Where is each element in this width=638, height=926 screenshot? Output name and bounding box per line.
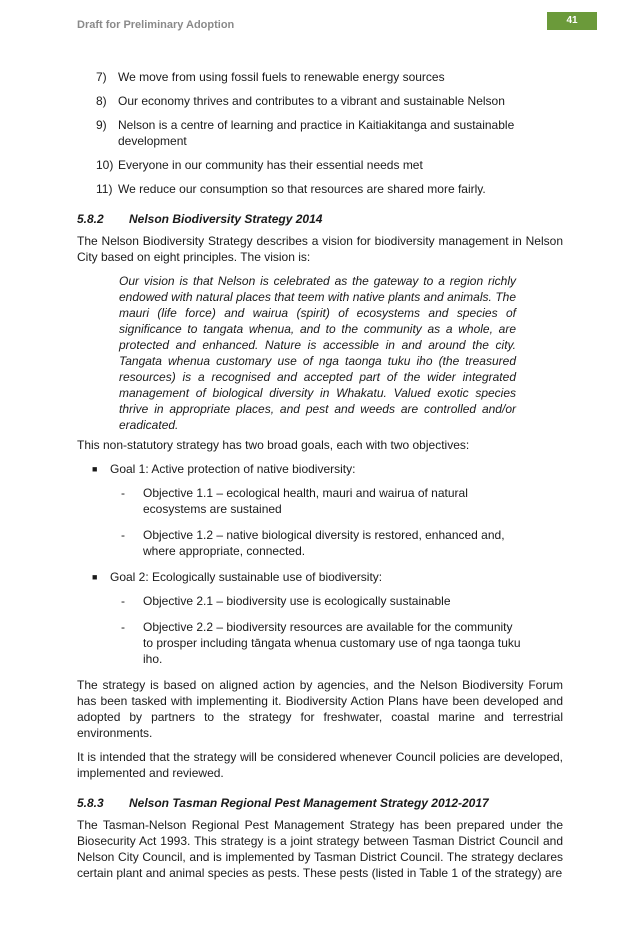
square-bullet-icon: ■ xyxy=(92,464,98,474)
body-paragraph: The Tasman-Nelson Regional Pest Management Strategy has been prepared under the Biosecurity Act 1993. This strategy is a joint strategy between Tasman District Council and Nelson City Council, and is implemented by Tasman District Council. The strategy declares certain plant and animal species as pests. These pests (listed in Table 1 of the strategy) are xyxy=(77,818,563,880)
page-content xyxy=(77,69,563,889)
page-number-badge: 41 xyxy=(547,12,597,30)
list-item: 9) Nelson is a centre of learning and practice in Kaitiakitanga and sustainable development xyxy=(96,118,515,148)
list-item: 8) Our economy thrives and contributes to a vibrant and sustainable Nelson xyxy=(96,94,505,108)
list-item: 10) Everyone in our community has their essential needs met xyxy=(96,158,423,172)
body-paragraph: It is intended that the strategy will be considered whenever Council policies are developed, implemented and reviewed. xyxy=(77,750,563,780)
document-header: Draft for Preliminary Adoption xyxy=(77,19,235,31)
vision-quote: Our vision is that Nelson is celebrated as the gateway to a region richly endowed with natural places that teem with native plants and animals. The mauri (life force) and wairua (spirit) of ecosystems and species of significance to tangata whenua, and to the community as a whole, are protected and enhanced. Nature is accessible in and around the city. Tangata whenua customary use of nga taonga tuku iho (the treasured resources) is a recognised and accepted part of the wider integrated management of biological diversity in Whakatu. Valued exotic species thrive in appropriate places, and pest and weeds are controlled and/or eradicated. xyxy=(119,274,516,432)
goal-bullet: ■ Goal 1: Active protection of native biodiversity: xyxy=(92,462,356,476)
square-bullet-icon: ■ xyxy=(92,572,98,582)
section-heading-5-8-3: 5.8.3 Nelson Tasman Regional Pest Management Strategy 2012-2017 xyxy=(77,796,489,810)
goal-bullet: ■ Goal 2: Ecologically sustainable use of biodiversity: xyxy=(92,570,383,584)
objective-item: - Objective 2.2 – biodiversity resources are available for the community to prosper including tāngata whenua customary use of nga taonga tuku iho. xyxy=(121,620,521,666)
section-heading-5-8-2: 5.8.2 Nelson Biodiversity Strategy 2014 xyxy=(77,212,323,226)
goals-intro: This non-statutory strategy has two broad goals, each with two objectives: xyxy=(77,438,470,452)
list-item: 7) We move from using fossil fuels to renewable energy sources xyxy=(96,70,445,84)
list-item: 11) We reduce our consumption so that resources are shared more fairly. xyxy=(96,182,486,196)
section-intro: The Nelson Biodiversity Strategy describes a vision for biodiversity management in Nelson City based on eight principles. The vision is: xyxy=(77,234,563,264)
objective-item: - Objective 1.1 – ecological health, mauri and wairua of natural ecosystems are sustained xyxy=(121,486,468,516)
objective-item: - Objective 1.2 – native biological diversity is restored, enhanced and, where appropriate, connected. xyxy=(121,528,505,558)
body-paragraph: The strategy is based on aligned action by agencies, and the Nelson Biodiversity Forum has been tasked with implementing it. Biodiversity Action Plans have been developed and adopted by partners to the strategy for freshwater, coastal marine and terrestrial environments. xyxy=(77,678,563,740)
objective-item: - Objective 2.1 – biodiversity use is ecologically sustainable xyxy=(121,594,451,608)
